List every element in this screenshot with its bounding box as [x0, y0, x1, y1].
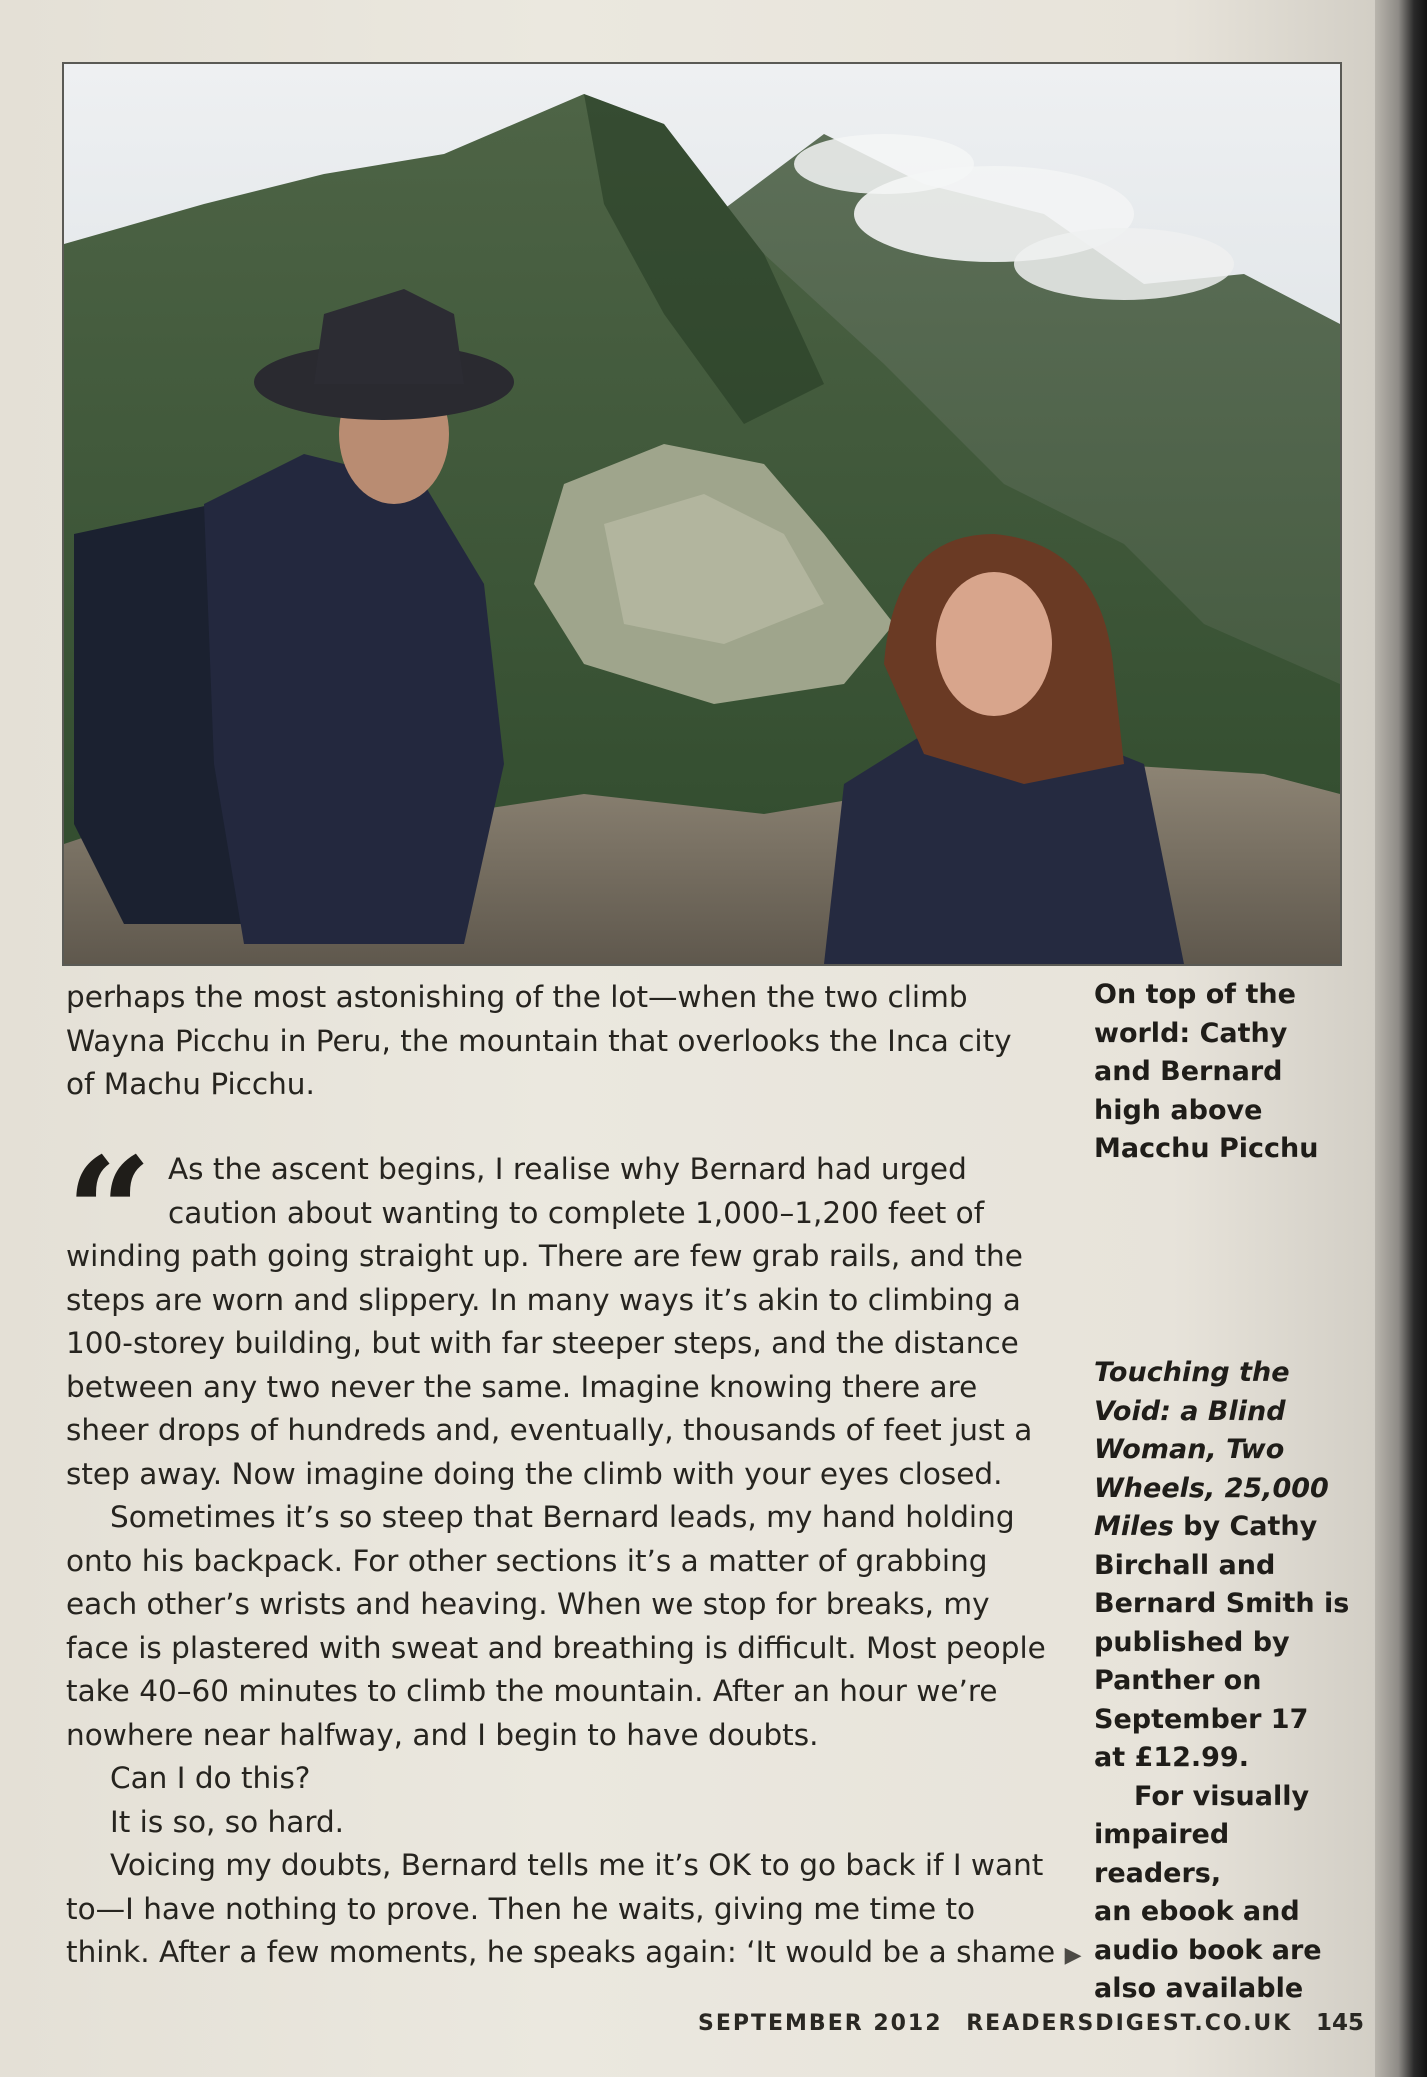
quote-body: [66, 1148, 1082, 1978]
text-line: of Machu Picchu.: [66, 1067, 315, 1101]
woman-face: [936, 572, 1052, 716]
website: READERSDIGEST.CO.UK: [966, 2011, 1293, 2036]
text-line: nowhere near halfway, and I begin to have doubts.: [66, 1717, 819, 1752]
page-number: 145: [1316, 2010, 1365, 2036]
book-detail-line: Panther on: [1094, 1665, 1262, 1696]
text-line: steps are worn and slippery. In many ways it’s akin to climbing a: [66, 1282, 1021, 1317]
book-title-line: Woman, Two: [1094, 1434, 1285, 1465]
book-title-end: Miles: [1094, 1511, 1174, 1542]
intro-paragraph: [66, 976, 1066, 1107]
book-title-line: Touching the: [1094, 1357, 1290, 1388]
text-line: Sometimes it’s so steep that Bernard leads, my hand holding: [110, 1500, 1015, 1534]
book-by: by Cathy: [1173, 1511, 1318, 1542]
text-line-content: think. After a few moments, he speaks again: ‘It would be a shame: [66, 1935, 1056, 1969]
text-line: Can I do this?: [110, 1761, 311, 1795]
page-gutter: [1375, 0, 1427, 2077]
text-line: each other’s wrists and heaving. When we stop for breaks, my: [66, 1587, 990, 1621]
text-line: winding path going straight up. There are few grab rails, and the: [66, 1239, 1023, 1273]
book-detail-line: Bernard Smith is: [1094, 1588, 1350, 1619]
caption-line: On top of the: [1094, 979, 1296, 1010]
caption-line: world: Cathy: [1094, 1017, 1288, 1049]
text-line: sheer drops of hundreds and, eventually, thousands of feet just a: [66, 1413, 1033, 1447]
caption-line: and Bernard: [1094, 1056, 1283, 1087]
book-detail-line: Birchall and: [1094, 1549, 1276, 1581]
book-detail-line: at £12.99.: [1094, 1742, 1249, 1773]
book-title-line: Void: a Blind: [1094, 1395, 1286, 1427]
access-line: also available: [1094, 1973, 1304, 2004]
text-line: onto his backpack. For other sections it’s a matter of grabbing: [66, 1543, 988, 1578]
opening-quote-mark: “: [66, 1125, 139, 1301]
text-line: As the ascent begins, I realise why Bernard had urged: [168, 1152, 967, 1186]
text-line: [66, 1931, 1082, 1978]
book-info: [1094, 1354, 1354, 2009]
page-footer: [698, 2010, 1364, 2036]
text-line: face is plastered with sweat and breathing is difficult. Most people: [66, 1630, 1046, 1665]
book-detail-line: September 17: [1094, 1703, 1309, 1735]
access-line: impaired readers,: [1094, 1819, 1230, 1889]
photo-caption: [1094, 976, 1354, 1169]
text-line: step away. Now imagine doing the climb with your eyes closed.: [66, 1456, 1003, 1491]
issue-date: SEPTEMBER 2012: [698, 2011, 943, 2036]
access-line: audio book are: [1094, 1934, 1322, 1966]
text-line: Wayna Picchu in Peru, the mountain that overlooks the Inca city: [66, 1023, 1012, 1058]
continue-arrow-icon: ▶: [1064, 1943, 1082, 1968]
text-line: perhaps the most astonishing of the lot—when the two climb: [66, 980, 968, 1014]
book-title-line: Wheels, 25,000: [1094, 1472, 1329, 1504]
text-line: caution about wanting to complete 1,000–1,200 feet of: [168, 1195, 985, 1230]
caption-line: high above: [1094, 1094, 1263, 1126]
cloud: [794, 134, 974, 194]
text-line: between any two never the same. Imagine knowing there are: [66, 1369, 978, 1404]
text-line: Voicing my doubts, Bernard tells me it’s OK to go back if I want: [110, 1848, 1044, 1882]
access-line: an ebook and: [1094, 1896, 1300, 1927]
text-line: It is so, so hard.: [110, 1804, 345, 1839]
access-line: For visually: [1134, 1780, 1310, 1812]
text-line: to—I have nothing to prove. Then he waits, giving me time to: [66, 1891, 976, 1926]
cloud: [1014, 228, 1234, 300]
book-detail-line: published by: [1094, 1626, 1290, 1658]
text-line: 100-storey building, but with far steeper steps, and the distance: [66, 1326, 1019, 1360]
photo-illustration: [64, 64, 1340, 964]
book-title-line: [1094, 1508, 1354, 1547]
mountain-photo: [62, 62, 1342, 966]
caption-line: Macchu Picchu: [1094, 1133, 1319, 1164]
text-line: take 40–60 minutes to climb the mountain. After an hour we’re: [66, 1674, 998, 1708]
